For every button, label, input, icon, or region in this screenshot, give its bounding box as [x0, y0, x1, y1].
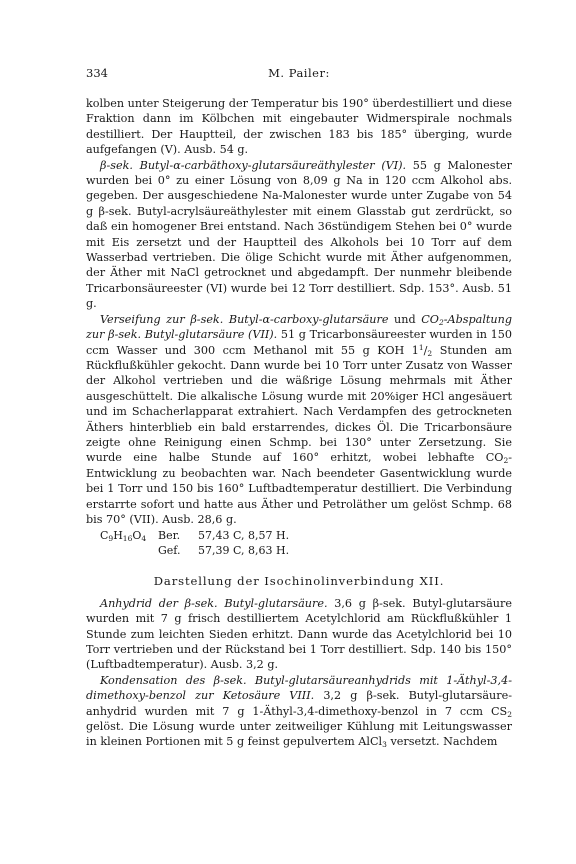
elemental-analysis	[100, 529, 512, 558]
paragraph-distillation: kolben unter Steigerung der Temperatur bis 190° überdestilliert und diese Fraktion dann im Kölbchen mit eingebauter Widmerspirale nochmals destilliert. Der Hauptteil, der zwischen 183 bis 185° überging, wurde aufgefangen (V). Ausb. 54 g.	[86, 97, 512, 157]
paragraph-title: Verseifung zur β-sek. Butyl-α-carboxy-glutarsäure	[100, 312, 389, 326]
paragraph-title: Kondensation des β-sek. Butyl-glutarsäureanhydrids mit 1-Äthyl-3,4-dimethoxy-benzol zur Ketosäure VIII.	[86, 673, 512, 703]
formula-spacer	[100, 544, 158, 559]
paragraph-title: β-sek. Butyl-α-carbäthoxy-glutarsäureäthylester (VI).	[100, 158, 407, 172]
calculated-values: 57,43 C, 8,57 H.	[198, 529, 290, 543]
paragraph-saponification: Verseifung zur β-sek. Butyl-α-carboxy-glutarsäure und $CO_2$-Abspaltung zur β-sek. Butyl-glutarsäure (VII). 51 g Tricarbonsäureester wurden in 150 ccm Wasser und 300 ccm Methanol mit 55 g KOH $1^1/_2$ Stunden am Rückflußkühler gekocht. Dann wurde bei 10 Torr unter Zusatz von Wasser der Alkohol vertrieben und die wäßrige Lösung mehrmals mit Äther ausgeschüttelt. Die alkalische Lösung wurde mit 20%iger HCl angesäuert und im Schacherlapparat extrahiert. Nach Verdampfen des getrockneten Äthers hinterblieb ein bald erstarrendes, dickes Öl. Die Tricarbonsäure zeigte ohne Reinigung einen Schmp. bei 130° unter Zersetzung. Sie wurde eine halbe Stunde auf 160° erhitzt, wobei lebhafte $CO_2$-Entwicklung zu beobachten war. Nach beendeter Gasentwicklung wurde bei 1 Torr und 150 bis 160° Luftbadtemperatur destilliert. Die Verbindung erstarrte sofort und hatte aus Äther und Petroläther um gelöst Schmp. 68 bis 70° (VII). Ausb. 28,6 g.	[86, 312, 513, 526]
paragraph-title-part: $CO_2$-Abspaltung zur β-sek. Butyl-glutarsäure (VII).	[86, 312, 512, 342]
body-text	[86, 96, 512, 750]
paragraph-title: Anhydrid der β-sek. Butyl-glutarsäure.	[100, 596, 328, 610]
calculated-label: Ber.	[158, 529, 181, 543]
found-label: Gef.	[158, 543, 181, 557]
paragraph-anhydride: Anhydrid der β-sek. Butyl-glutarsäure. 3,6 g β-sek. Butyl-glutarsäure wurden mit 7 g frisch destilliertem Acetylchlorid am Rückflußkühler 1 Stunde zum leichten Sieden erhitzt. Dann wurde das Acetylchlorid bei 10 Torr vertrieben und der Rückstand bei 1 Torr destilliert. Sdp. 140 bis 150° (Luftbadtemperatur). Ausb. 3,2 g.	[86, 596, 512, 672]
paragraph-condensation: Kondensation des β-sek. Butyl-glutarsäureanhydrids mit 1-Äthyl-3,4-dimethoxy-benzol zur Ketosäure VIII. 3,2 g β-sek. Butyl-glutarsäure-anhydrid wurden mit 7 g 1-Äthyl-3,4-dimethoxy-benzol in 7 ccm $CS_2$ gelöst. Die Lösung wurde unter zeitweiliger Kühlung mit Leitungswasser in kleinen Portionen mit 5 g feinst gepulvertem AlCl$_3$ versetzt. Nachdem	[86, 673, 512, 750]
page-number: 334	[86, 66, 108, 80]
page-header	[86, 66, 512, 82]
found-values: 57,39 C, 8,63 H.	[198, 543, 290, 557]
running-author: M. Pailer:	[268, 66, 330, 80]
paragraph-ester-vi: β-sek. Butyl-α-carbäthoxy-glutarsäureäthylester (VI). 55 g Malonester wurden bei 0° zu einer Lösung von 8,09 g Na in 120 ccm Alkohol abs. gegeben. Der ausgeschiedene Na-Malonester wurde unter Zugabe von 54 g β-sek. Butyl-acrylsäureäthylester mit einem Glasstab gut zerdrückt, so daß ein homogener Brei entstand. Nach 36stündigem Stehen bei 0° wurde mit Eis zersetzt und der Hauptteil des Alkohols bei 10 Torr auf dem Wasserbad vertrieben. Die ölige Schicht wurde mit Äther aufgenommen, der Äther mit NaCl getrocknet und abgedampft. Der nunmehr bleibende Tricarbonsäureester (VI) wurde bei 12 Torr destilliert. Sdp. 153°. Ausb. 51 g.	[86, 158, 512, 311]
section-heading: Darstellung der Isochinolinverbindung XII.	[153, 574, 445, 589]
molecular-formula: $C_9H_{16}O_4$	[100, 529, 147, 544]
